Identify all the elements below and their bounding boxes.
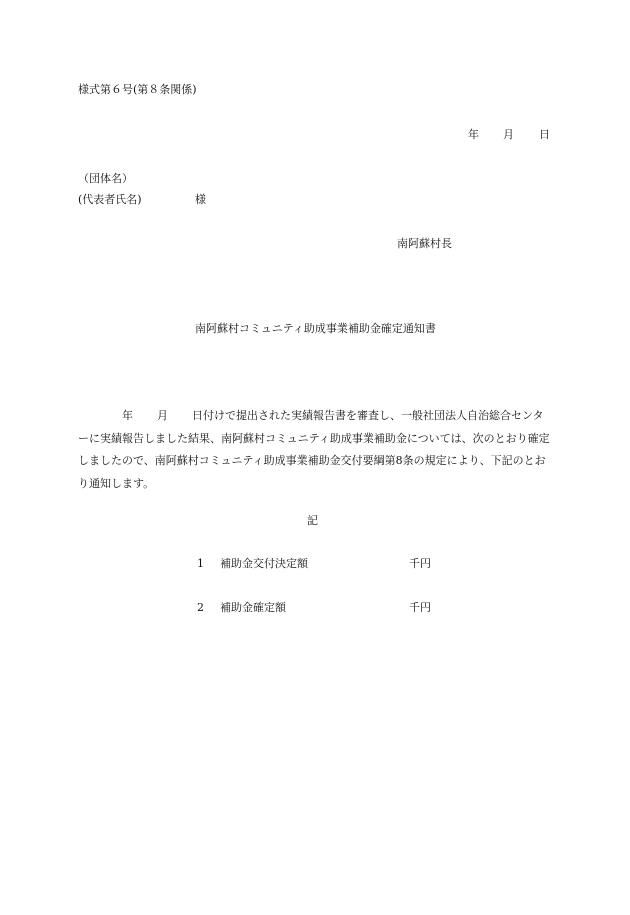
document-title: 南阿蘇村コミュニティ助成事業補助金確定通知書 (195, 322, 436, 335)
body-month-label: 月 (157, 409, 168, 422)
recipient-org-name-label: （団体名） (78, 172, 133, 185)
issuer-name: 南阿蘇村長 (397, 237, 452, 250)
item-number: 2 (197, 601, 204, 614)
item-unit: 千円 (409, 557, 431, 570)
item-number: 1 (197, 557, 204, 570)
item-unit: 千円 (409, 601, 431, 614)
body-text: 日付けで提出された実績報告書を審査し、一般社団法人自治総合センターに実績報告しました結果、南阿蘇村コミュニティ助成事業補助金については、次のとおり確定しましたので、南阿蘇村コミュニティ助成事業補助金交付要綱第8条の規定により、下記のとおり通知します。 (78, 409, 550, 490)
item-label: 補助金交付決定額 (220, 557, 308, 570)
date-year-label: 年 (468, 128, 479, 141)
recipient-rep-name-label: (代表者氏名) (78, 193, 142, 206)
date-day-label: 日 (539, 128, 550, 141)
form-number: 様式第６号(第８条関係) (78, 83, 197, 96)
item-label: 補助金確定額 (220, 601, 286, 614)
recipient-honorific: 様 (195, 193, 206, 206)
body-year-label: 年 (122, 409, 133, 422)
body-paragraph (78, 405, 550, 495)
date-month-label: 月 (503, 128, 514, 141)
ki-marker: 記 (307, 514, 318, 527)
